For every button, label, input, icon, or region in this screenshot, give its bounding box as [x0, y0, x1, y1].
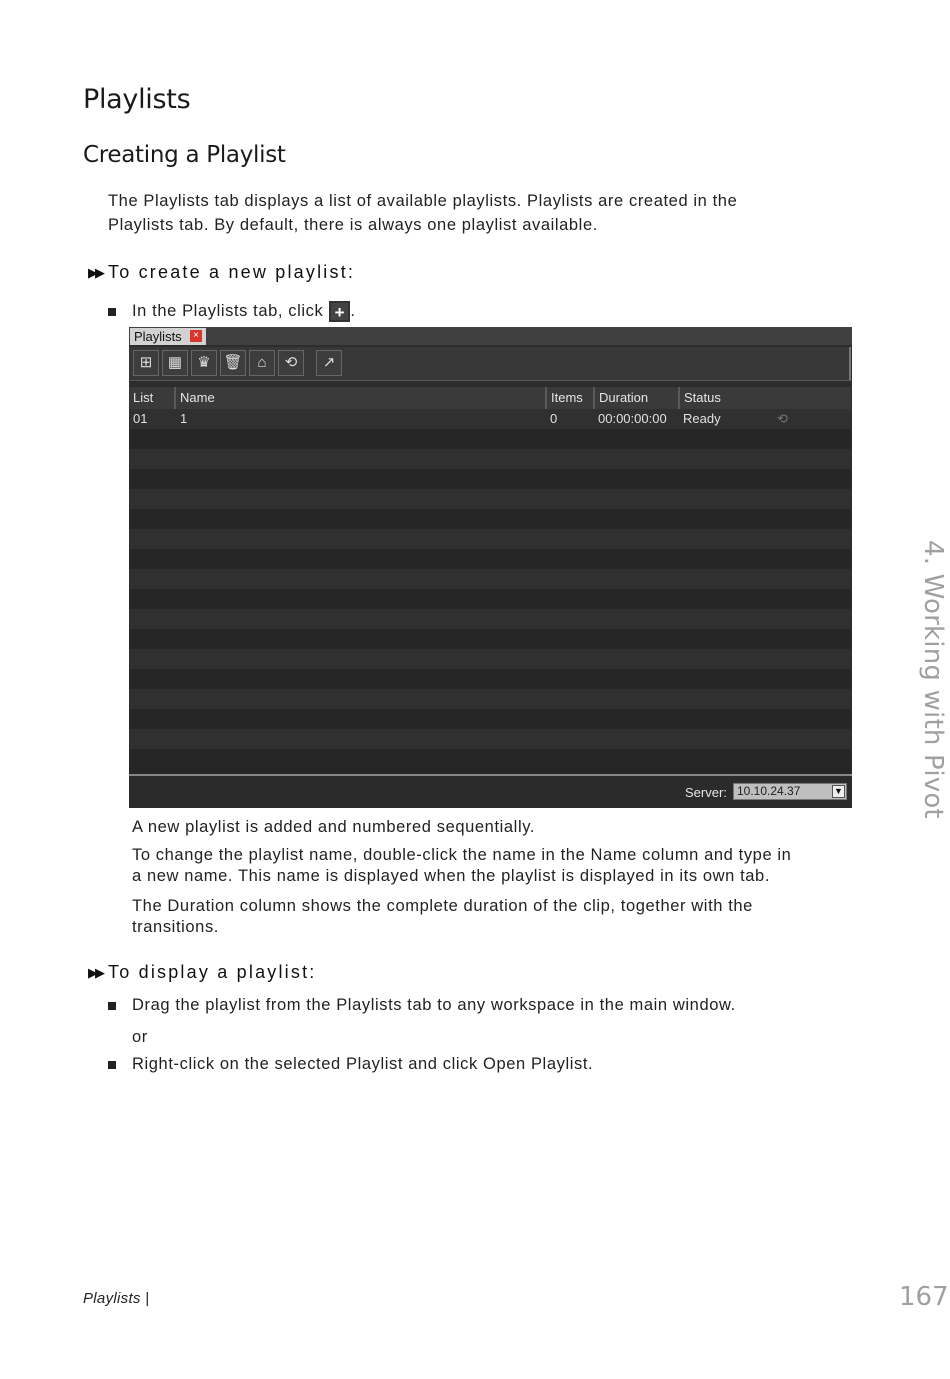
step-text: Drag the playlist from the Playlists tab to any workspace in the main window.: [132, 996, 736, 1014]
step-text: In the Playlists tab, click: [132, 302, 324, 320]
table-row: [129, 509, 851, 529]
page-number: 167: [899, 1282, 949, 1312]
column-header-name[interactable]: Name: [176, 387, 547, 409]
loop-icon: ⟲: [284, 354, 298, 371]
loop-status-icon: ⟲: [777, 411, 788, 426]
procedure-title: To display a playlist:: [108, 962, 317, 982]
or-text: or: [132, 1028, 148, 1046]
column-header-status[interactable]: Status: [684, 390, 721, 405]
step-text: Right-click on the selected Playlist and click Open Playlist.: [132, 1055, 594, 1073]
table-row: [129, 629, 851, 649]
playlist-table-body: [129, 409, 851, 774]
loop-button[interactable]: [278, 350, 304, 376]
close-icon[interactable]: ×: [190, 330, 202, 342]
section-title: Creating a Playlist: [83, 142, 286, 168]
note-rename: [132, 845, 791, 887]
note-added: A new playlist is added and numbered sequentially.: [132, 818, 536, 836]
tab-bar: [129, 327, 852, 345]
lock-button[interactable]: [249, 350, 275, 376]
server-label: Server:: [685, 785, 727, 800]
note-line: To change the playlist name, double-click the name in the Name column and type in: [132, 846, 792, 864]
table-row[interactable]: [129, 409, 851, 429]
tab-label: Playlists: [134, 329, 182, 344]
cell-duration: 00:00:00:00: [598, 411, 667, 426]
add-playlist-button[interactable]: [133, 350, 159, 376]
delete-button[interactable]: [220, 350, 246, 376]
server-dropdown[interactable]: [733, 783, 847, 800]
note-line: a new name. This name is displayed when the playlist is displayed in its own tab.: [132, 867, 771, 885]
playlists-panel-screenshot: [129, 327, 852, 808]
table-row: [129, 609, 851, 629]
step-right-click: [108, 1055, 593, 1074]
export-icon: ↗: [322, 354, 336, 371]
table-row: [129, 669, 851, 689]
intro-line: Playlists tab. By default, there is always one playlist available.: [108, 216, 598, 234]
film-button[interactable]: [162, 350, 188, 376]
table-row: [129, 749, 851, 774]
table-row: [129, 589, 851, 609]
cell-list: 01: [133, 411, 148, 426]
chevron-down-icon[interactable]: ▼: [832, 785, 845, 798]
export-button[interactable]: [316, 350, 342, 376]
bullet-icon: [108, 1061, 116, 1069]
step-click-add: [108, 301, 356, 322]
double-arrow-icon: ▶▶: [88, 964, 102, 980]
intro-line: The Playlists tab displays a list of available playlists. Playlists are created in the: [108, 192, 738, 210]
add-icon: +: [329, 301, 350, 322]
lock-icon: ⌂: [257, 354, 267, 371]
column-header-duration[interactable]: Duration: [595, 387, 680, 409]
table-row: [129, 569, 851, 589]
note-duration: [132, 896, 753, 938]
status-bar: [129, 774, 852, 808]
footer-section: Playlists |: [83, 1290, 150, 1307]
crown-icon: ♛: [197, 354, 211, 371]
table-row: [129, 429, 851, 449]
table-row: [129, 729, 851, 749]
trash-icon: 🗑: [223, 354, 243, 371]
chapter-side-label: [908, 540, 950, 819]
table-row: [129, 449, 851, 469]
cell-status: Ready: [683, 411, 721, 426]
note-line: The Duration column shows the complete duration of the clip, together with the: [132, 897, 753, 915]
cell-name[interactable]: 1: [180, 411, 188, 426]
add-icon: ⊞: [139, 354, 153, 371]
table-row: [129, 649, 851, 669]
note-line: transitions.: [132, 918, 219, 936]
table-row: [129, 469, 851, 489]
film-icon: ▦: [167, 354, 183, 371]
toolbar: [129, 347, 851, 381]
cell-items: 0: [550, 411, 558, 426]
step-suffix: .: [350, 302, 356, 320]
column-header-list[interactable]: List: [129, 387, 176, 409]
procedure-title: To create a new playlist:: [108, 262, 356, 282]
procedure-heading-display: [88, 962, 316, 983]
table-row: [129, 529, 851, 549]
table-header: [129, 387, 851, 409]
chapter-label: 4. Working with Pivot: [918, 540, 948, 819]
procedure-heading-create: [88, 262, 355, 283]
step-drag: [108, 996, 736, 1015]
table-row: [129, 549, 851, 569]
crown-button[interactable]: [191, 350, 217, 376]
double-arrow-icon: ▶▶: [88, 264, 102, 280]
page-title: Playlists: [83, 84, 191, 115]
column-header-items[interactable]: Items: [547, 387, 595, 409]
table-row: [129, 689, 851, 709]
bullet-icon: [108, 1002, 116, 1010]
tab-playlists[interactable]: [130, 328, 206, 345]
table-row: [129, 489, 851, 509]
server-value: 10.10.24.37: [737, 784, 801, 798]
intro-paragraph: [108, 189, 737, 237]
bullet-icon: [108, 308, 116, 316]
table-row: [129, 709, 851, 729]
